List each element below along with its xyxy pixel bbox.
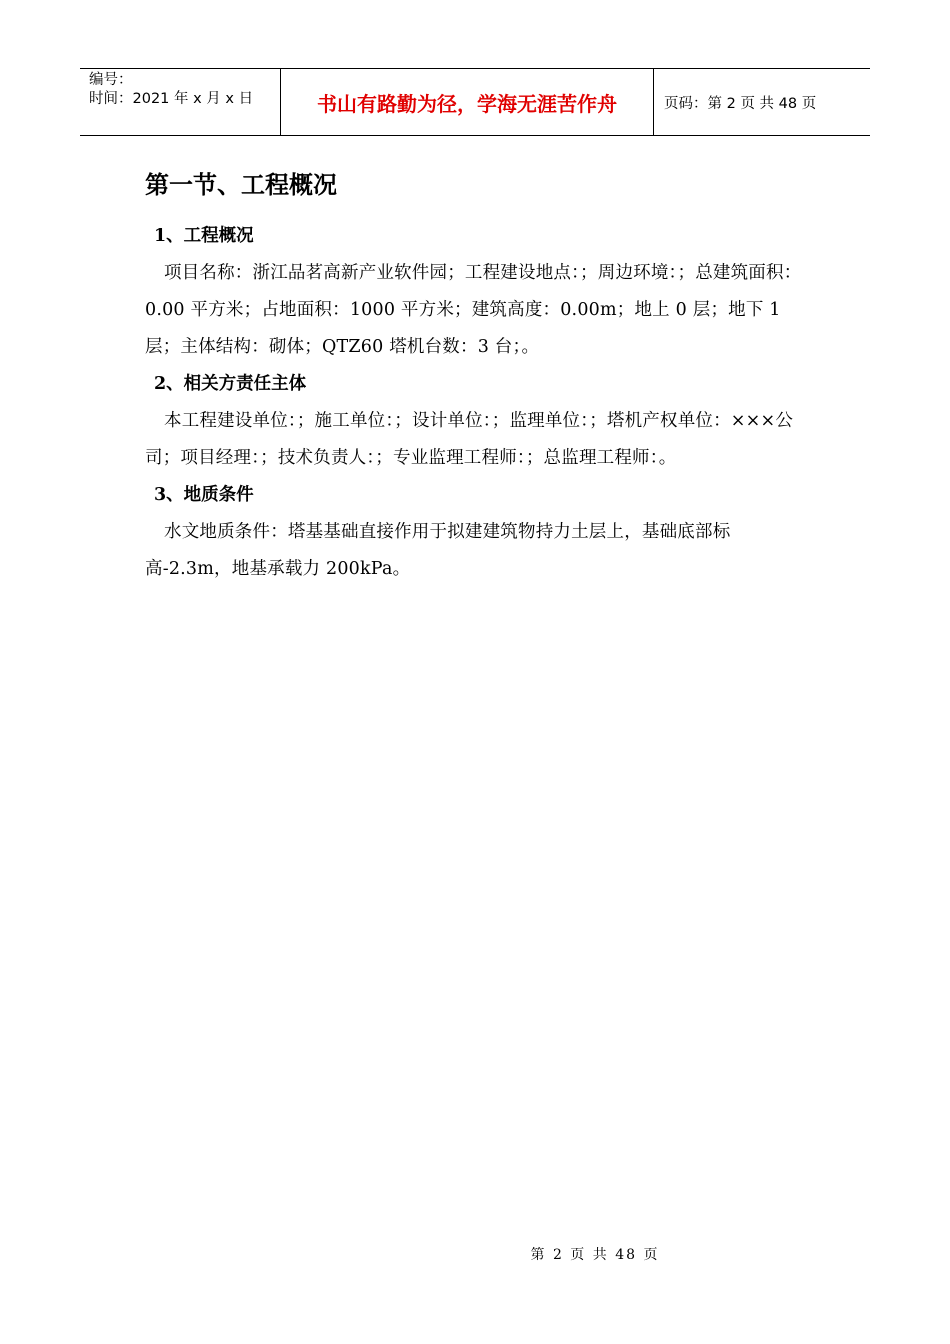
header-motto: 书山有路勤为径，学海无涯苦作舟 xyxy=(281,69,654,135)
subsection-paragraph: 项目名称：浙江品茗高新产业软件园；工程建设地点：；周边环境：；总建筑面积：0.00 平方米；占地面积：1000 平方米；建筑高度：0.00m；地上 0 层；地下 1 层；主体结构：砌体；QTZ60 塔机台数：3 台；。 xyxy=(145,263,802,357)
time-label: 时间：2021 年 x 月 x 日 xyxy=(89,91,254,107)
document-header xyxy=(80,68,870,136)
subsection-heading: 3、地质条件 xyxy=(154,485,254,505)
section-title: 第一节、工程概况 xyxy=(145,171,337,199)
subsection-heading: 1、工程概况 xyxy=(154,226,254,246)
number-label: 编号： xyxy=(89,72,133,88)
page-footer: 第 2 页 共 48 页 xyxy=(530,1247,660,1263)
header-meta xyxy=(80,69,281,135)
document-body xyxy=(145,166,810,588)
subsection-heading: 2、相关方责任主体 xyxy=(154,374,307,394)
header-page-info: 页码：第 2 页 共 48 页 xyxy=(664,95,817,112)
subsection-paragraph: 本工程建设单位：；施工单位：；设计单位：；监理单位：；塔机产权单位：×××公司；项目经理：；技术负责人：；专业监理工程师：；总监理工程师：。 xyxy=(145,411,794,468)
subsection-paragraph: 水文地质条件：塔基基础直接作用于拟建建筑物持力土层上，基础底部标高-2.3m，地基承载力 200kPa。 xyxy=(145,522,731,579)
